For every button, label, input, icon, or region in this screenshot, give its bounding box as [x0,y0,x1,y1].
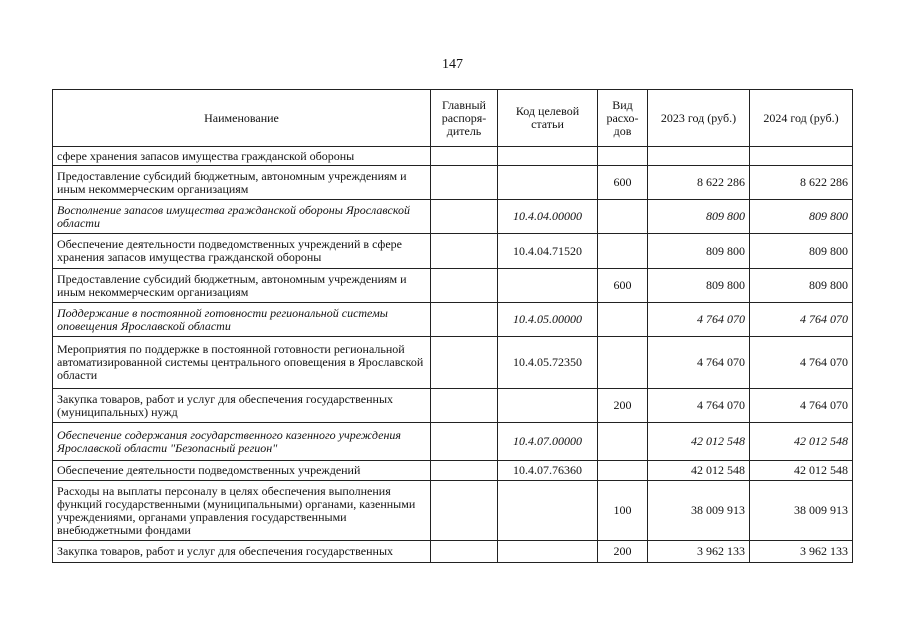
cell-year-2024: 4 764 070 [750,337,853,389]
cell-name: Обеспечение содержания государственного казенного учреждения Ярославской области "Безопасный регион" [53,423,431,461]
cell-year-2024 [750,147,853,166]
cell-target-code: 10.4.07.00000 [498,423,598,461]
cell-expense-type [598,147,648,166]
cell-main-manager [431,234,498,269]
cell-name: Восполнение запасов имущества гражданской обороны Ярославской области [53,200,431,234]
table-row [53,166,853,200]
cell-name: Предоставление субсидий бюджетным, автономным учреждениям и иным некоммерческим организациям [53,269,431,303]
cell-expense-type [598,234,648,269]
cell-year-2023: 4 764 070 [648,303,750,337]
cell-year-2024: 3 962 133 [750,541,853,563]
cell-year-2024: 42 012 548 [750,423,853,461]
cell-name: Мероприятия по поддержке в постоянной готовности региональной автоматизированной системы центрального оповещения в Ярославской области [53,337,431,389]
table-row [53,147,853,166]
table-header-row [53,90,853,147]
cell-target-code: 10.4.05.72350 [498,337,598,389]
cell-year-2024: 4 764 070 [750,389,853,423]
table-row [53,200,853,234]
header-main-manager: Главный распоря-дитель [431,90,498,147]
cell-target-code: 10.4.05.00000 [498,303,598,337]
cell-main-manager [431,389,498,423]
cell-expense-type: 600 [598,166,648,200]
cell-name: Предоставление субсидий бюджетным, автономным учреждениям и иным некоммерческим организациям [53,166,431,200]
cell-expense-type [598,423,648,461]
cell-year-2023: 4 764 070 [648,337,750,389]
cell-expense-type [598,303,648,337]
cell-main-manager [431,481,498,541]
cell-year-2023: 3 962 133 [648,541,750,563]
cell-target-code [498,481,598,541]
cell-expense-type: 600 [598,269,648,303]
cell-expense-type: 200 [598,541,648,563]
cell-main-manager [431,423,498,461]
cell-year-2024: 8 622 286 [750,166,853,200]
cell-target-code [498,147,598,166]
cell-expense-type [598,337,648,389]
table-row [53,269,853,303]
table-row [53,481,853,541]
cell-expense-type: 100 [598,481,648,541]
cell-main-manager [431,200,498,234]
cell-name: Обеспечение деятельности подведомственных учреждений в сфере хранения запасов имущества гражданской обороны [53,234,431,269]
cell-name: сфере хранения запасов имущества гражданской обороны [53,147,431,166]
cell-name: Обеспечение деятельности подведомственных учреждений [53,461,431,481]
cell-target-code [498,269,598,303]
cell-year-2023: 42 012 548 [648,461,750,481]
cell-main-manager [431,147,498,166]
cell-target-code: 10.4.04.71520 [498,234,598,269]
cell-year-2024: 4 764 070 [750,303,853,337]
table-row [53,389,853,423]
cell-target-code [498,166,598,200]
cell-main-manager [431,166,498,200]
cell-target-code [498,541,598,563]
cell-expense-type [598,461,648,481]
cell-year-2023: 809 800 [648,200,750,234]
table-row [53,234,853,269]
table-row [53,337,853,389]
table-row [53,541,853,563]
cell-year-2023: 8 622 286 [648,166,750,200]
cell-year-2023 [648,147,750,166]
cell-target-code: 10.4.07.76360 [498,461,598,481]
cell-main-manager [431,303,498,337]
table-row [53,423,853,461]
cell-expense-type: 200 [598,389,648,423]
cell-year-2024: 809 800 [750,269,853,303]
cell-name: Расходы на выплаты персоналу в целях обеспечения выполнения функций государственными (муниципальными) органами, казенными учреждениями, органами управления государственными внебюджетными фондами [53,481,431,541]
cell-year-2023: 809 800 [648,234,750,269]
cell-year-2023: 42 012 548 [648,423,750,461]
cell-year-2023: 4 764 070 [648,389,750,423]
cell-year-2024: 809 800 [750,200,853,234]
cell-main-manager [431,461,498,481]
cell-name: Закупка товаров, работ и услуг для обеспечения государственных [53,541,431,563]
cell-target-code: 10.4.04.00000 [498,200,598,234]
table-row [53,461,853,481]
cell-name: Поддержание в постоянной готовности региональной системы оповещения Ярославской области [53,303,431,337]
page-number: 147 [442,57,463,72]
header-year-2024: 2024 год (руб.) [750,90,853,147]
header-year-2023: 2023 год (руб.) [648,90,750,147]
header-name: Наименование [53,90,431,147]
cell-year-2024: 38 009 913 [750,481,853,541]
cell-target-code [498,389,598,423]
budget-table [52,89,853,563]
header-target-code: Код целевой статьи [498,90,598,147]
table-row [53,303,853,337]
cell-main-manager [431,269,498,303]
header-expense-type: Вид расхо-дов [598,90,648,147]
cell-main-manager [431,541,498,563]
cell-main-manager [431,337,498,389]
cell-year-2023: 38 009 913 [648,481,750,541]
cell-expense-type [598,200,648,234]
cell-year-2024: 809 800 [750,234,853,269]
cell-year-2024: 42 012 548 [750,461,853,481]
cell-name: Закупка товаров, работ и услуг для обеспечения государственных (муниципальных) нужд [53,389,431,423]
cell-year-2023: 809 800 [648,269,750,303]
